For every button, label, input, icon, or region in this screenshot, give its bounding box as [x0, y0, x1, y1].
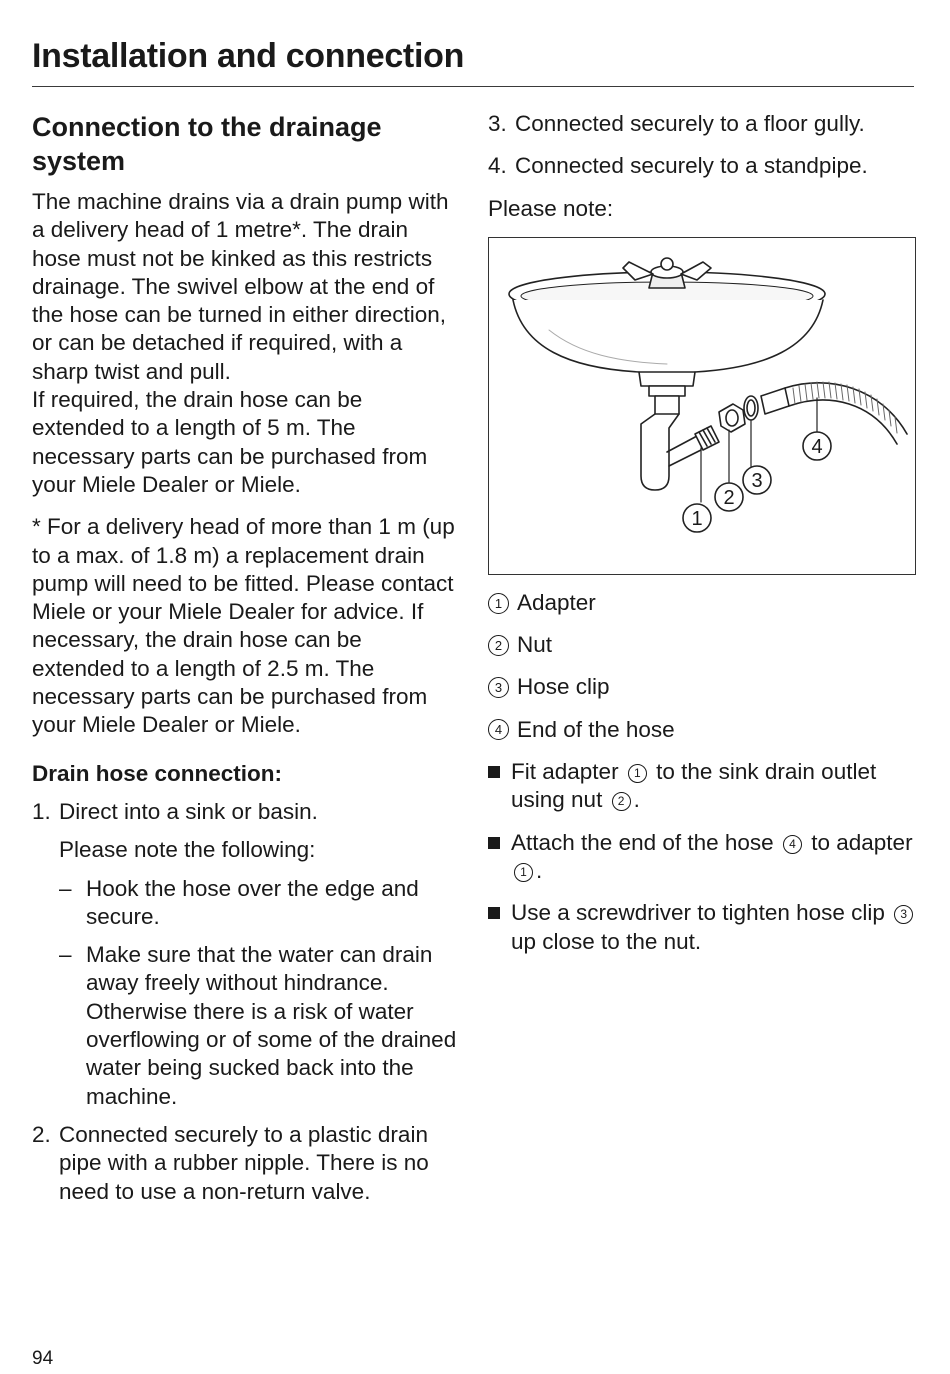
section-title: Connection to the drainage system [32, 112, 382, 176]
drain-tailpipe [655, 396, 679, 414]
dash-item-1 [59, 875, 460, 932]
legend-number: 1 [488, 593, 509, 614]
hose-end [761, 388, 789, 414]
inline-callout: 1 [628, 764, 647, 783]
legend-label: Adapter [517, 589, 596, 615]
basin-bowl [513, 300, 823, 372]
dash-text: Hook the hose over the edge and secure. [86, 875, 419, 929]
instruction-text: Attach the end of the hose 4 to adapter 1 . [511, 829, 913, 883]
list-item-2 [32, 1121, 460, 1206]
legend-number: 3 [488, 677, 509, 698]
legend-label: Nut [517, 632, 553, 658]
please-note: Please note: [488, 195, 614, 221]
legend-item-hose-clip [488, 673, 918, 701]
callout-2: 2 [723, 486, 735, 509]
footnote-paragraph: * For a delivery head of more than 1 m (up to a max. of 1.8 m) a replacement drain pump will need to be fitted. Please contact Miele or your Miele Dealer for advice. If necessary, the drain hose can be extended to a length of 2.5 m. The necessary parts can be purchased from your Miele Dealer or Miele. [32, 514, 455, 738]
inline-callout: 4 [783, 835, 802, 854]
legend-number: 4 [488, 719, 509, 740]
dash-item-2 [59, 941, 460, 1111]
drain-hose-connection-heading: Drain hose connection: [32, 760, 283, 786]
list-text: Connected securely to a plastic drain pipe with a rubber nipple. There is no need to use a non-return valve. [59, 1121, 429, 1204]
legend-item-adapter [488, 589, 918, 617]
list-number: 4. [488, 153, 507, 179]
nut-hole [726, 410, 738, 426]
legend-item-nut [488, 631, 918, 659]
sink-drain-illustration [488, 237, 916, 575]
intro-paragraph: The machine drains via a drain pump with a delivery head of 1 metre*. The drain hose must not be kinked as this restricts drainage. The swivel elbow at the end of the hose can be turned in either direction, or can be detached if required, with a sharp twist and pull. [32, 189, 449, 384]
drain-collar [649, 386, 685, 396]
tap-knob [661, 258, 673, 270]
instruction-text: Use a screwdriver to tighten hose clip 3 up close to the nut. [511, 899, 918, 956]
square-bullet-icon [488, 899, 511, 956]
list-item-1 [32, 798, 460, 826]
list-number: 2. [32, 1121, 51, 1147]
callout-3: 3 [751, 469, 763, 492]
list-number: 1. [32, 798, 51, 824]
page-number: 94 [32, 1348, 54, 1369]
legend-number: 2 [488, 635, 509, 656]
inline-callout: 3 [894, 905, 913, 924]
note-following: Please note the following: [59, 837, 316, 863]
list-item-4 [488, 152, 918, 180]
instruction-attach-hose [488, 829, 918, 886]
dash-marker: – [59, 875, 72, 901]
legend-label: End of the hose [517, 716, 675, 742]
list-number: 3. [488, 111, 507, 136]
list-text: Direct into a sink or basin. [59, 798, 318, 824]
left-column [32, 110, 460, 1206]
callout-1: 1 [691, 507, 703, 530]
legend-item-hose-end [488, 716, 918, 744]
instruction-tighten-clip [488, 899, 918, 956]
legend-label: Hose clip [517, 674, 610, 700]
extension-paragraph: If required, the drain hose can be extended to a length of 5 m. The necessary parts can be purchased from your Miele Dealer or Miele. [32, 387, 428, 497]
trap-arm [667, 436, 701, 466]
inline-callout: 2 [612, 792, 631, 811]
list-text: Connected securely to a floor gully. [515, 111, 865, 136]
right-column [488, 110, 918, 956]
page-title: Installation and connection [32, 37, 465, 75]
hose-corrugation [793, 382, 897, 433]
hose-upper [785, 383, 907, 434]
dash-text: Make sure that the water can drain away freely without hindrance. Otherwise there is a risk of water overflowing or of some of the drained water being sucked back into the machine. [86, 942, 457, 1109]
page-header [32, 36, 914, 87]
drain-neck [639, 372, 695, 386]
instruction-fit-adapter [488, 758, 918, 815]
callout-4: 4 [811, 435, 823, 458]
inline-callout: 1 [514, 863, 533, 882]
list-text: Connected securely to a standpipe. [515, 153, 868, 179]
square-bullet-icon [488, 758, 511, 815]
dash-marker: – [59, 942, 72, 968]
sink-drain-diagram [489, 238, 915, 574]
square-bullet-icon [488, 829, 511, 886]
list-item-3 [488, 110, 918, 138]
instruction-text: Fit adapter 1 to the sink drain outlet using nut 2 . [511, 759, 877, 813]
trap-pipe [641, 414, 679, 490]
